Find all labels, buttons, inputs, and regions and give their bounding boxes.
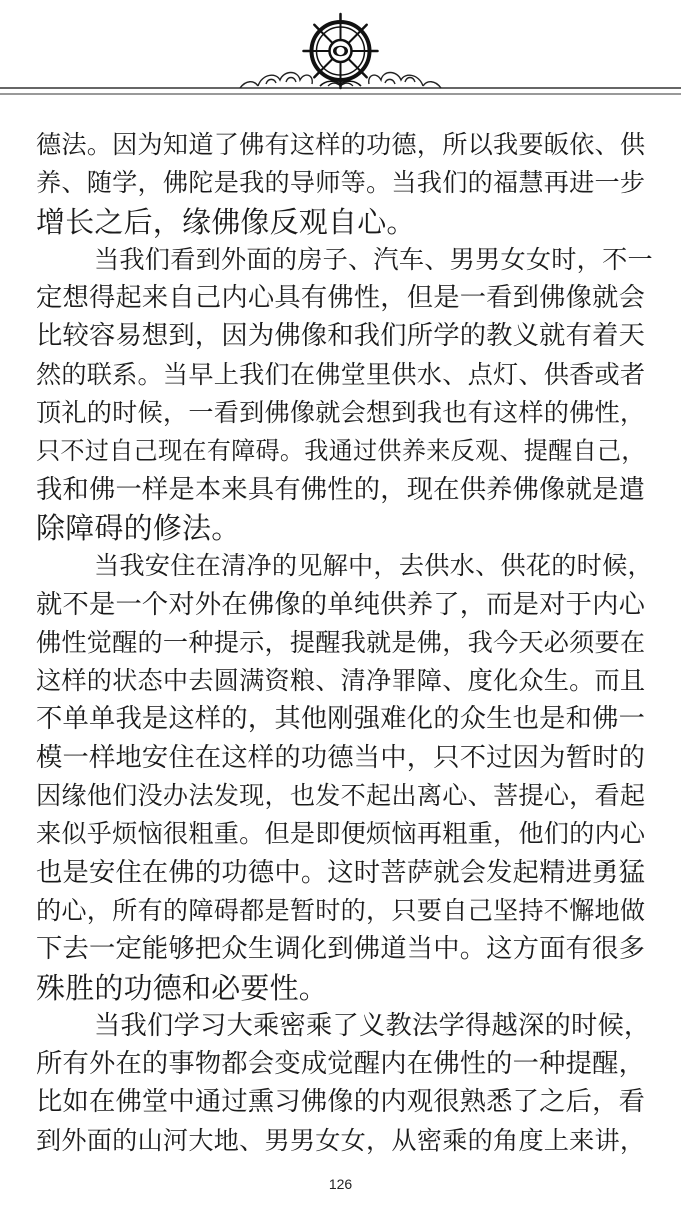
text-line: 下去一定能够把众生调化到佛道当中。这方面有很多: [36, 934, 646, 965]
paragraph: [36, 241, 653, 547]
text-line: 比较容易想到，因为佛像和我们所学的教义就有着天: [36, 321, 646, 352]
cloud-ornament-left-icon: [240, 73, 312, 89]
text-line: 我和佛一样是本来具有佛性的，现在供养佛像就是遣: [36, 474, 646, 505]
text-line: 然的联系。当早上我们在佛堂里供水、点灯、供香或者: [36, 359, 646, 389]
text-line: 殊胜的功德和必要性。: [36, 970, 329, 1005]
paragraph: [36, 547, 653, 1007]
body-text: [36, 126, 653, 1160]
dharma-wheel-icon: [304, 14, 378, 88]
paragraph: [36, 126, 648, 241]
text-line: 只不过自己现在有障碍。我通过供养来反观、提醒自己，: [36, 437, 646, 466]
text-line: 的心，所有的障碍都是暂时的，只要自己坚持不懈地做: [36, 895, 646, 925]
text-line: 除障碍的修法。: [36, 510, 241, 545]
text-line: 当我安住在清净的见解中，去供水、供花的时候，: [94, 551, 653, 581]
text-line: 定想得起来自己内心具有佛性，但是一看到佛像就会: [36, 283, 646, 314]
text-line: 因缘他们没办法发现，也发不起出离心、菩提心，看起: [36, 781, 646, 811]
text-line: 模一样地安住在这样的功德当中，只不过因为暂时的: [36, 742, 646, 773]
text-line: 来似乎烦恼很粗重。但是即便烦恼再粗重，他们的内心: [36, 819, 646, 849]
text-line: 养、随学，佛陀是我的导师等。当我们的福慧再进一步: [36, 168, 646, 198]
text-line: 到外面的山河大地、男男女女，从密乘的角度上来讲，: [36, 1125, 646, 1155]
text-line: 当我们看到外面的房子、汽车、男男女女时，不一: [94, 244, 653, 274]
text-line: 所有外在的事物都会变成觉醒内在佛性的一种提醒，: [36, 1049, 646, 1080]
text-line: 就不是一个对外在佛像的单纯供养了，而是对于内心: [36, 589, 646, 620]
paragraph: [36, 1007, 651, 1160]
text-line: 德法。因为知道了佛有这样的功德，所以我要皈依、供: [36, 130, 646, 159]
page-header-ornament: [0, 0, 681, 110]
text-line: 当我们学习大乘密乘了义教法学得越深的时候，: [94, 1010, 651, 1041]
text-line: 也是安住在佛的功德中。这时菩萨就会发起精进勇猛: [36, 857, 646, 888]
page-number: 126: [328, 1176, 353, 1192]
text-line: 比如在佛堂中通过熏习佛像的内观很熟悉了之后，看: [36, 1087, 646, 1118]
text-line: 增长之后，缘佛像反观自心。: [36, 204, 416, 239]
text-line: 顶礼的时候，一看到佛像就会想到我也有这样的佛性，: [36, 398, 646, 428]
text-line: 这样的状态中去圆满资粮、清净罪障、度化众生。而且: [36, 666, 646, 696]
text-line: 佛性觉醒的一种提示，提醒我就是佛，我今天必须要在: [36, 627, 646, 657]
cloud-ornament-right-icon: [369, 73, 441, 89]
text-line: 不单单我是这样的，其他刚强难化的众生也是和佛一: [36, 704, 646, 735]
